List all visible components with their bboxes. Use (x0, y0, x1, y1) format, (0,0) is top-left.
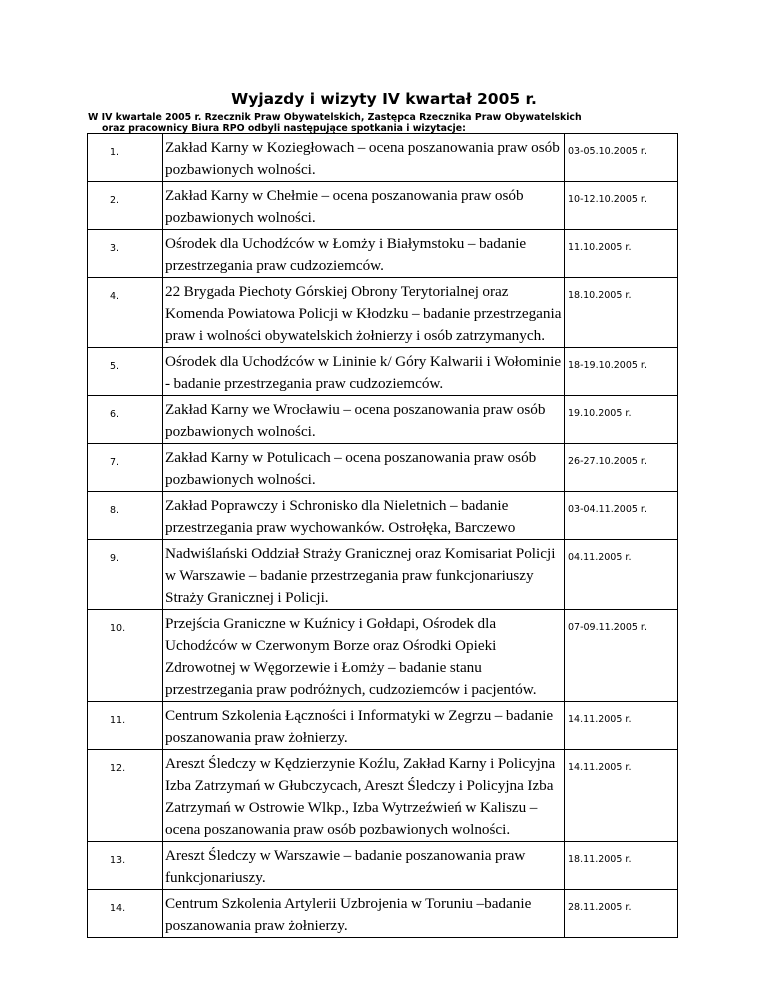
row-description: Przejścia Graniczne w Kuźnicy i Gołdapi, Ośrodek dla Uchodźców w Czerwonym Borze oraz Ośrodki Opieki Zdrowotnej w Węgorzewie i Łomży – badanie stanu przestrzegania praw podróżnych, cudzoziemców i pacjentów. (163, 610, 565, 702)
row-number: 13. (88, 842, 163, 890)
row-date: 18.10.2005 r. (565, 278, 678, 348)
row-number: 6. (88, 396, 163, 444)
row-description: Centrum Szkolenia Łączności i Informatyki w Zegrzu – badanie poszanowania praw żołnierzy. (163, 702, 565, 750)
row-date: 14.11.2005 r. (565, 702, 678, 750)
table-row (88, 278, 678, 348)
table-row (88, 396, 678, 444)
table-row (88, 444, 678, 492)
table-row (88, 540, 678, 610)
row-number: 14. (88, 890, 163, 938)
row-date: 19.10.2005 r. (565, 396, 678, 444)
row-number: 2. (88, 182, 163, 230)
row-date: 18-19.10.2005 r. (565, 348, 678, 396)
table-row (88, 348, 678, 396)
row-description: Zakład Karny we Wrocławiu – ocena poszanowania praw osób pozbawionych wolności. (163, 396, 565, 444)
row-date: 03-05.10.2005 r. (565, 134, 678, 182)
row-description: Centrum Szkolenia Artylerii Uzbrojenia w Toruniu –badanie poszanowania praw żołnierzy. (163, 890, 565, 938)
row-number: 12. (88, 750, 163, 842)
row-description: Zakład Karny w Chełmie – ocena poszanowania praw osób pozbawionych wolności. (163, 182, 565, 230)
table-row (88, 492, 678, 540)
table-row (88, 182, 678, 230)
row-date: 18.11.2005 r. (565, 842, 678, 890)
row-description: Areszt Śledczy w Kędzierzynie Koźlu, Zakład Karny i Policyjna Izba Zatrzymań w Głubczycach, Areszt Śledczy i Policyjna Izba Zatrzymań w Ostrowie Wlkp., Izba Wytrzeźwień w Kaliszu – ocena poszanowania praw osób pozbawionych wolności. (163, 750, 565, 842)
row-description: Zakład Karny w Potulicach – ocena poszanowania praw osób pozbawionych wolności. (163, 444, 565, 492)
table-row (88, 842, 678, 890)
intro-line: W IV kwartale 2005 r. Rzecznik Praw Obywatelskich, Zastępca Rzecznika Praw Obywatelskich (88, 112, 582, 123)
row-description: 22 Brygada Piechoty Górskiej Obrony Terytorialnej oraz Komenda Powiatowa Policji w Kłodzku – badanie przestrzegania praw i wolności obywatelskich żołnierzy i osób zatrzymanych. (163, 278, 565, 348)
row-description: Ośrodek dla Uchodźców w Łomży i Białymstoku – badanie przestrzegania praw cudzoziemców. (163, 230, 565, 278)
row-description: Zakład Poprawczy i Schronisko dla Nieletnich – badanie przestrzegania praw wychowanków. Ostrołęka, Barczewo (163, 492, 565, 540)
row-date: 28.11.2005 r. (565, 890, 678, 938)
row-number: 11. (88, 702, 163, 750)
table-row (88, 702, 678, 750)
row-date: 07-09.11.2005 r. (565, 610, 678, 702)
page-title: Wyjazdy i wizyty IV kwartał 2005 r. (231, 90, 537, 108)
row-date: 14.11.2005 r. (565, 750, 678, 842)
row-number: 3. (88, 230, 163, 278)
row-number: 1. (88, 134, 163, 182)
table-row (88, 750, 678, 842)
table-row (88, 134, 678, 182)
row-number: 9. (88, 540, 163, 610)
intro-text (88, 112, 688, 134)
row-number: 5. (88, 348, 163, 396)
row-number: 8. (88, 492, 163, 540)
row-description: Areszt Śledczy w Warszawie – badanie poszanowania praw funkcjonariuszy. (163, 842, 565, 890)
row-number: 7. (88, 444, 163, 492)
visits-table-body (88, 134, 678, 938)
row-number: 4. (88, 278, 163, 348)
row-number: 10. (88, 610, 163, 702)
table-row (88, 610, 678, 702)
row-date: 03-04.11.2005 r. (565, 492, 678, 540)
row-description: Ośrodek dla Uchodźców w Lininie k/ Góry Kalwarii i Wołominie - badanie przestrzegania praw cudzoziemców. (163, 348, 565, 396)
table-row (88, 230, 678, 278)
row-date: 10-12.10.2005 r. (565, 182, 678, 230)
table-row (88, 890, 678, 938)
row-date: 04.11.2005 r. (565, 540, 678, 610)
row-description: Nadwiślański Oddział Straży Granicznej oraz Komisariat Policji w Warszawie – badanie przestrzegania praw funkcjonariuszy Straży Granicznej i Policji. (163, 540, 565, 610)
row-date: 11.10.2005 r. (565, 230, 678, 278)
row-description: Zakład Karny w Koziegłowach – ocena poszanowania praw osób pozbawionych wolności. (163, 134, 565, 182)
visits-table (87, 133, 678, 938)
intro-line: oraz pracownicy Biura RPO odbyli następujące spotkania i wizytacje: (102, 123, 466, 134)
row-date: 26-27.10.2005 r. (565, 444, 678, 492)
